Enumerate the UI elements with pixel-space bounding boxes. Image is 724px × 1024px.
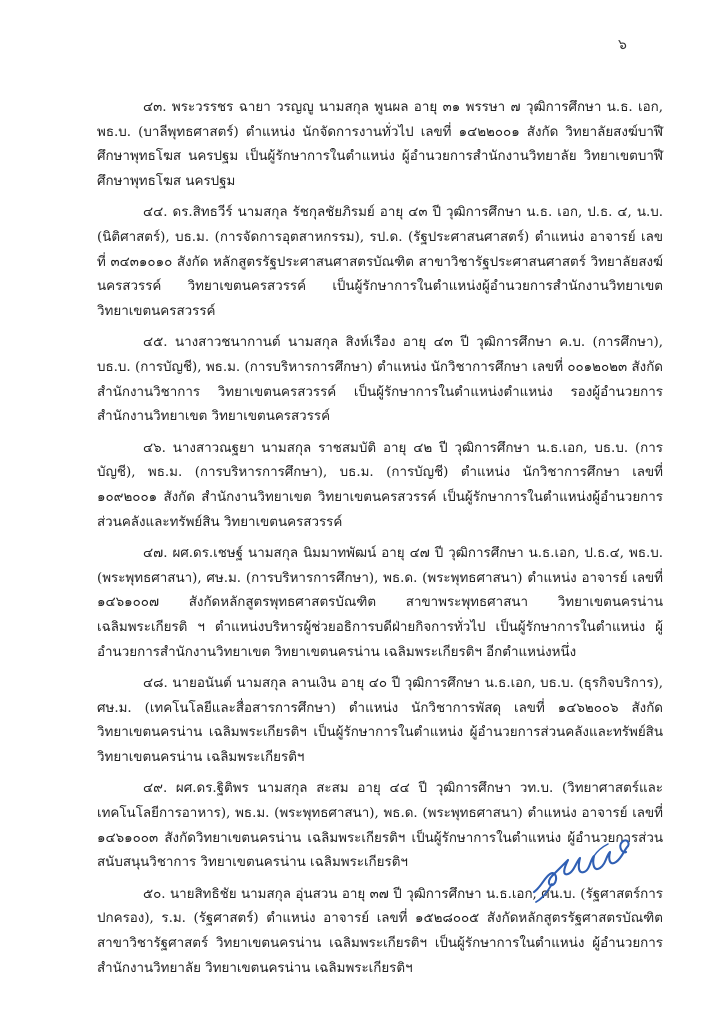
appointment-paragraph-47: ๔๗. ผศ.ดร.เชษฐ์ นามสกุล นิมมาทพัฒน์ อายุ ๔๗ ปี วุฒิการศึกษา น.ธ.เอก, ป.ธ.๔, พธ.บ. (พระพุทธศาสนา), ศษ.ม. (การบริหารการศึกษา), พธ.ด. (พระพุทธศาสนา) ตำแหน่ง อาจารย์ เลขที่ ๑๔๖๑๐๐๗ สังกัดหลักสูตรพุทธศาสตรบัณฑิต สาขาพระพุทธศาสนา วิทยาเขตนครน่าน เฉลิมพระเกียรติ ฯ ตำแหน่งบริหารผู้ช่วยอธิการบดีฝ่ายกิจการทั่วไป เป็นผู้รักษาการในตำแหน่ง ผู้อำนวยการสำนักงานวิทยาเขต วิทยาเขตนครน่าน เฉลิมพระเกียรติฯ อีกตำแหน่งหนึ่ง	[97, 545, 663, 660]
appointment-paragraph-43: ๔๓. พระวรรชร ฉายา วรญญู นามสกุล พูนผล อายุ ๓๑ พรรษา ๗ วุฒิการศึกษา น.ธ. เอก, พธ.บ. (บาลีพุทธศาสตร์) ตำแหน่ง นักจัดการงานทั่วไป เลขที่ ๑๔๒๒๐๐๑ สังกัด วิทยาลัยสงฆ์บาฬีศึกษาพุทธโฆส นครปฐม เป็นผู้รักษาการในตำแหน่ง ผู้อำนวยการสำนักงานวิทยาลัย วิทยาเขตบาฬีศึกษาพุทธโฆส นครปฐม	[97, 100, 663, 190]
handwritten-signature	[528, 826, 636, 908]
appointment-paragraph-46: ๔๖. นางสาวณฐยา นามสกุล ราชสมบัติ อายุ ๔๒ ปี วุฒิการศึกษา น.ธ.เอก, บธ.บ. (การบัญชี), พธ.ม. (การบริหารการศึกษา), บธ.ม. (การบัญชี) ตำแหน่ง นักวิชาการศึกษา เลขที่ ๑๐๙๒๐๐๑ สังกัด สำนักงานวิทยาเขต วิทยาเขตนครสวรรค์ เป็นผู้รักษาการในตำแหน่งผู้อำนวยการส่วนคลังและทรัพย์สิน วิทยาเขตนครสวรรค์	[97, 440, 663, 530]
page-number: ๖	[618, 37, 627, 53]
appointment-paragraph-50: ๕๐. นายสิทธิชัย นามสกุล อุ่นสวน อายุ ๓๗ ปี วุฒิการศึกษา น.ธ.เอก, ศน.บ. (รัฐศาสตร์การปกครอง), ร.ม. (รัฐศาสตร์) ตำแหน่ง อาจารย์ เลขที่ ๑๕๒๘๐๐๕ สังกัดหลักสูตรรัฐศาสตรบัณฑิต สาขาวิชารัฐศาสตร์ วิทยาเขตนครน่าน เฉลิมพระเกียรติฯ เป็นผู้รักษาการในตำแหน่ง ผู้อำนวยการสำนักงานวิทยาลัย วิทยาเขตนครน่าน เฉลิมพระเกียรติฯ	[97, 886, 663, 976]
appointment-paragraph-49: ๔๙. ผศ.ดร.ฐิติพร นามสกุล สะสม อายุ ๔๔ ปี วุฒิการศึกษา วท.บ. (วิทยาศาสตร์และเทคโนโลยีการอาหาร), พธ.ม. (พระพุทธศาสนา), พธ.ด. (พระพุทธศาสนา) ตำแหน่ง อาจารย์ เลขที่ ๑๔๖๑๐๐๓ สังกัดวิทยาเขตนครน่าน เฉลิมพระเกียรติฯ เป็นผู้รักษาการในตำแหน่ง ผู้อำนวยการส่วนสนับสนุนวิชาการ วิทยาเขตนครน่าน เฉลิมพระเกียรติฯ	[97, 781, 663, 871]
appointment-paragraph-48: ๔๘. นายอนันต์ นามสกุล ลานเงิน อายุ ๔๐ ปี วุฒิการศึกษา น.ธ.เอก, บธ.บ. (ธุรกิจบริการ), ศษ.ม. (เทคโนโลยีและสื่อสารการศึกษา) ตำแหน่ง นักวิชาการพัสดุ เลขที่ ๑๔๖๒๐๐๖ สังกัด วิทยาเขตนครน่าน เฉลิมพระเกียรติฯ เป็นผู้รักษาการในตำแหน่ง ผู้อำนวยการส่วนคลังและทรัพย์สิน วิทยาเขตนครน่าน เฉลิมพระเกียรติฯ	[97, 675, 663, 766]
appointment-paragraph-45: ๔๕. นางสาวชนากานต์ นามสกุล สิงห์เรือง อายุ ๔๓ ปี วุฒิการศึกษา ค.บ. (การศึกษา), บธ.บ. (การบัญชี), พธ.ม. (การบริหารการศึกษา) ตำแหน่ง นักวิชาการศึกษา เลขที่ ๐๐๑๒๐๒๓ สังกัด สำนักงานวิชาการ วิทยาเขตนครสวรรค์ เป็นผู้รักษาการในตำแหน่งตำแหน่ง รองผู้อำนวยการสำนักงานวิทยาเขต วิทยาเขตนครสวรรค์	[97, 335, 663, 425]
appointment-paragraph-44: ๔๔. ดร.สิทธวีร์ นามสกุล รัชกุลชัยภิรมย์ อายุ ๔๓ ปี วุฒิการศึกษา น.ธ. เอก, ป.ธ. ๔, น.บ. (นิติศาสตร์), บธ.ม. (การจัดการอุตสาหกรรม), รป.ด. (รัฐประศาสนศาสตร์) ตำแหน่ง อาจารย์ เลขที่ ๓๔๓๑๐๑๐ สังกัด หลักสูตรรัฐประศาสนศาสตรบัณฑิต สาขาวิชารัฐประศาสนศาสตร์ วิทยาลัยสงฆ์นครสวรรค์ วิทยาเขตนครสวรรค์ เป็นผู้รักษาการในตำแหน่งผู้อำนวยการสำนักงานวิทยาเขต วิทยาเขตนครสวรรค์	[97, 205, 663, 320]
